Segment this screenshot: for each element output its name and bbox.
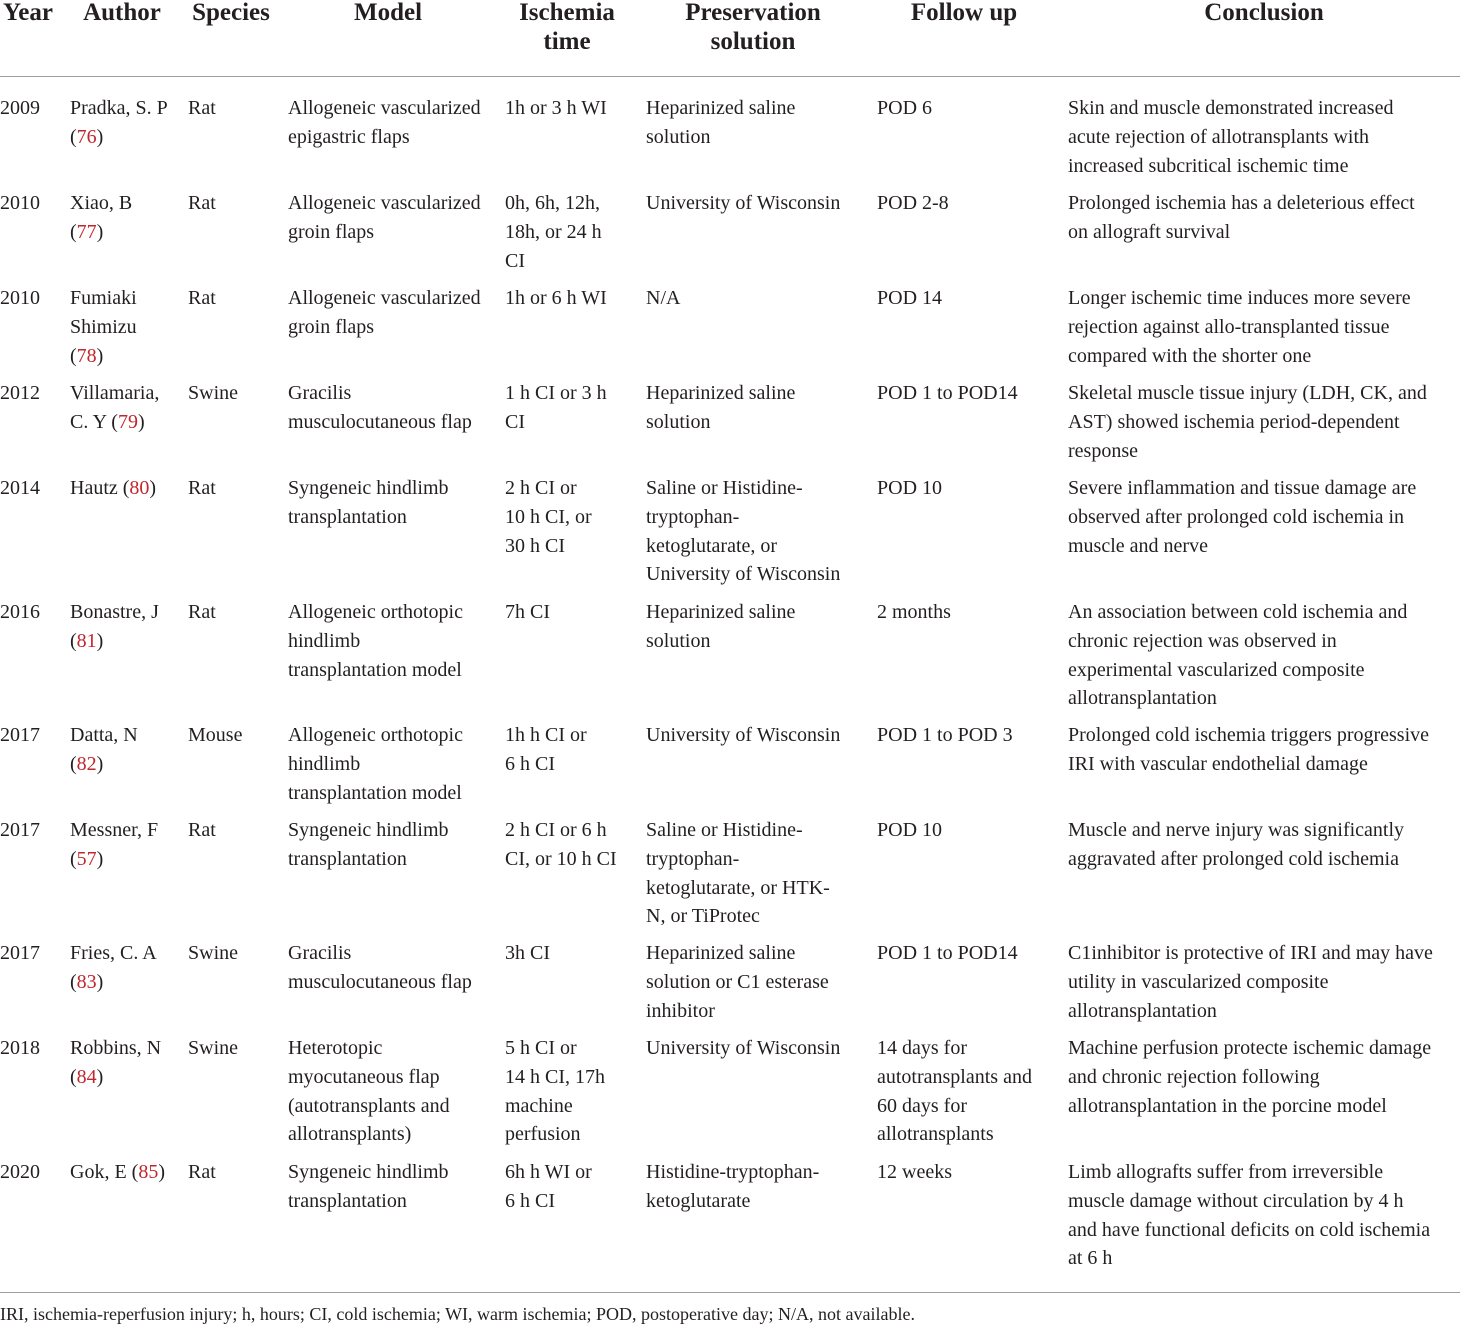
cell-species: Rat: [188, 601, 216, 623]
cell-ischemia: 1h or 3 h WI: [505, 97, 607, 119]
reference-link[interactable]: 80: [129, 477, 150, 499]
cell-ischemia: 0h, 6h, 12h, 18h, or 24 h CI: [505, 192, 602, 272]
cell-ischemia: 1h or 6 h WI: [505, 287, 607, 309]
cell-author: [70, 379, 182, 437]
cell-author: [70, 94, 182, 152]
author-close-paren: ): [96, 125, 104, 148]
cell-species: Swine: [188, 382, 238, 404]
cell-conclusion: Longer ischemic time induces more severe rejection against allo-transplanted tissue compared with the shorter one: [1068, 287, 1411, 367]
author-close-paren: ): [96, 220, 104, 243]
reference-link[interactable]: 84: [76, 1065, 97, 1088]
author-close-paren: ): [96, 344, 104, 367]
cell-conclusion: Skeletal muscle tissue injury (LDH, CK, and AST) showed ischemia period-dependent response: [1068, 382, 1427, 462]
author-close-paren: ): [96, 847, 104, 870]
cell-author: [70, 1034, 182, 1092]
reference-link[interactable]: 78: [76, 344, 97, 367]
author-name: Datta, N (: [70, 724, 138, 775]
cell-model: Heterotopic myocutaneous flap (autotransplants and allotransplants): [288, 1037, 450, 1146]
header-preservation-solution: Preservation solution: [685, 0, 821, 55]
cell-species: Rat: [188, 287, 216, 309]
cell-ischemia: 1 h CI or 3 h CI: [505, 382, 607, 433]
cell-year: 2010: [0, 287, 40, 309]
author-name: Villamaria, C. Y (: [70, 382, 160, 433]
cell-conclusion: Muscle and nerve injury was significantly aggravated after prolonged cold ischemia: [1068, 819, 1405, 870]
cell-ischemia: 7h CI: [505, 601, 550, 623]
cell-conclusion: Machine perfusion protecte ischemic damage and chronic rejection following allotransplantation in the porcine model: [1068, 1037, 1432, 1117]
cell-year: 2014: [0, 477, 40, 499]
header-author: Author: [83, 0, 161, 26]
header-conclusion: Conclusion: [1204, 0, 1324, 26]
cell-conclusion: Prolonged ischemia has a deleterious effect on allograft survival: [1068, 192, 1415, 243]
cell-author: [70, 1158, 182, 1187]
cell-solution: Saline or Histidine- tryptophan- ketoglutarate, or HTK- N, or TiProtec: [646, 819, 830, 928]
cell-model: Gracilis musculocutaneous flap: [288, 942, 472, 993]
cell-year: 2017: [0, 819, 40, 841]
cell-author: [70, 474, 182, 503]
cell-ischemia: 2 h CI or 10 h CI, or 30 h CI: [505, 477, 592, 557]
cell-followup: POD 2-8: [877, 192, 949, 214]
cell-conclusion: Skin and muscle demonstrated increased acute rejection of allotransplants with increased subcritical ischemic time: [1068, 97, 1394, 177]
reference-link[interactable]: 83: [76, 970, 97, 993]
cell-solution: Heparinized saline solution: [646, 601, 796, 652]
cell-solution: University of Wisconsin: [646, 724, 841, 746]
cell-solution: N/A: [646, 287, 681, 309]
header-rule: [0, 76, 1460, 77]
reference-link[interactable]: 85: [138, 1161, 159, 1183]
cell-solution: University of Wisconsin: [646, 1037, 841, 1059]
author-name: Gok, E (: [70, 1161, 139, 1183]
cell-solution: Heparinized saline solution: [646, 382, 796, 433]
cell-ischemia: 2 h CI or 6 h CI, or 10 h CI: [505, 819, 617, 870]
cell-year: 2010: [0, 192, 40, 214]
author-close-paren: ): [96, 752, 104, 775]
cell-model: Allogeneic vascularized groin flaps: [288, 287, 481, 338]
reference-link[interactable]: 79: [117, 410, 138, 433]
author-name: Fumiaki Shimizu (: [70, 287, 137, 367]
cell-conclusion: Prolonged cold ischemia triggers progressive IRI with vascular endothelial damage: [1068, 724, 1430, 775]
cell-followup: POD 14: [877, 287, 943, 309]
cell-conclusion: C1inhibitor is protective of IRI and may have utility in vascularized composite allotransplantation: [1068, 942, 1433, 1022]
cell-author: [70, 284, 182, 370]
table-header: [0, 0, 1460, 76]
cell-followup: POD 1 to POD14: [877, 942, 1018, 964]
reference-link[interactable]: 82: [76, 752, 97, 775]
cell-ischemia: 6h h WI or 6 h CI: [505, 1161, 592, 1212]
table-footnote: IRI, ischemia-reperfusion injury; h, hours; CI, cold ischemia; WI, warm ischemia; POD, postoperative day; N/A, not available.: [0, 1304, 915, 1324]
author-name: Messner, F (: [70, 819, 159, 870]
cell-conclusion: Severe inflammation and tissue damage are observed after prolonged cold ischemia in muscle and nerve: [1068, 477, 1417, 557]
cell-model: Gracilis musculocutaneous flap: [288, 382, 472, 433]
cell-author: [70, 816, 182, 874]
cell-followup: 14 days for autotransplants and 60 days for allotransplants: [877, 1037, 1032, 1146]
header-year: Year: [3, 0, 53, 26]
cell-model: Allogeneic orthotopic hindlimb transplantation model: [288, 724, 463, 804]
author-name: Pradka, S. P (: [70, 97, 168, 148]
author-close-paren: ): [149, 477, 157, 499]
cell-conclusion: Limb allografts suffer from irreversible muscle damage without circulation by 4 h and have functional deficits on cold ischemia at 6 h: [1068, 1161, 1431, 1270]
author-close-paren: ): [96, 1065, 104, 1088]
cell-model: Allogeneic vascularized groin flaps: [288, 192, 481, 243]
cell-followup: POD 10: [877, 819, 943, 841]
cell-solution: Heparinized saline solution or C1 esterase inhibitor: [646, 942, 829, 1022]
author-close-paren: ): [96, 629, 104, 652]
author-name: Fries, C. A (: [70, 942, 157, 993]
cell-year: 2017: [0, 942, 40, 964]
cell-author: [70, 939, 182, 997]
reference-link[interactable]: 81: [76, 629, 97, 652]
cell-solution: University of Wisconsin: [646, 192, 841, 214]
cell-species: Mouse: [188, 724, 243, 746]
cell-followup: POD 1 to POD14: [877, 382, 1018, 404]
author-name: Bonastre, J (: [70, 601, 159, 652]
reference-link[interactable]: 77: [76, 220, 97, 243]
cell-followup: POD 1 to POD 3: [877, 724, 1013, 746]
cell-species: Rat: [188, 819, 216, 841]
cell-conclusion: An association between cold ischemia and chronic rejection was observed in experimental vascularized composite allotransplantation: [1068, 601, 1408, 710]
cell-year: 2012: [0, 382, 40, 404]
cell-ischemia: 1h h CI or 6 h CI: [505, 724, 587, 775]
cell-ischemia: 5 h CI or 14 h CI, 17h machine perfusion: [505, 1037, 605, 1146]
cell-ischemia: 3h CI: [505, 942, 550, 964]
cell-followup: POD 10: [877, 477, 943, 499]
cell-species: Rat: [188, 97, 216, 119]
header-model: Model: [353, 0, 423, 26]
cell-followup: POD 6: [877, 97, 933, 119]
reference-link[interactable]: 76: [76, 125, 97, 148]
author-name: Xiao, B (: [70, 192, 133, 243]
cell-species: Rat: [188, 1161, 216, 1183]
cell-author: [70, 189, 182, 247]
cell-year: 2017: [0, 724, 40, 746]
cell-model: Syngeneic hindlimb transplantation: [288, 477, 449, 528]
cell-year: 2020: [0, 1161, 40, 1183]
cell-author: [70, 721, 182, 779]
header-follow-up: Follow up: [910, 0, 1018, 26]
header-species: Species: [192, 0, 270, 26]
footer-rule: [0, 1292, 1460, 1293]
author-close-paren: ): [96, 970, 104, 993]
cell-species: Rat: [188, 192, 216, 214]
cell-model: Allogeneic orthotopic hindlimb transplantation model: [288, 601, 463, 681]
cell-model: Syngeneic hindlimb transplantation: [288, 819, 449, 870]
author-name: Hautz (: [70, 477, 130, 499]
cell-followup: 2 months: [877, 601, 951, 623]
cell-solution: Heparinized saline solution: [646, 97, 796, 148]
cell-year: 2016: [0, 601, 40, 623]
cell-species: Swine: [188, 942, 238, 964]
cell-year: 2009: [0, 97, 40, 119]
cell-species: Rat: [188, 477, 216, 499]
cell-followup: 12 weeks: [877, 1161, 952, 1183]
cell-solution: Saline or Histidine- tryptophan- ketoglutarate, or University of Wisconsin: [646, 477, 841, 586]
cell-solution: Histidine-tryptophan- ketoglutarate: [646, 1161, 820, 1212]
cell-model: Syngeneic hindlimb transplantation: [288, 1161, 449, 1212]
cell-year: 2018: [0, 1037, 40, 1059]
author-close-paren: ): [137, 410, 145, 433]
author-close-paren: ): [158, 1161, 165, 1183]
author-name: Robbins, N (: [70, 1037, 162, 1088]
header-ischemia-time: Ischemia time: [519, 0, 615, 55]
reference-link[interactable]: 57: [76, 847, 97, 870]
cell-model: Allogeneic vascularized epigastric flaps: [288, 97, 481, 148]
cell-author: [70, 598, 182, 656]
cell-species: Swine: [188, 1037, 238, 1059]
